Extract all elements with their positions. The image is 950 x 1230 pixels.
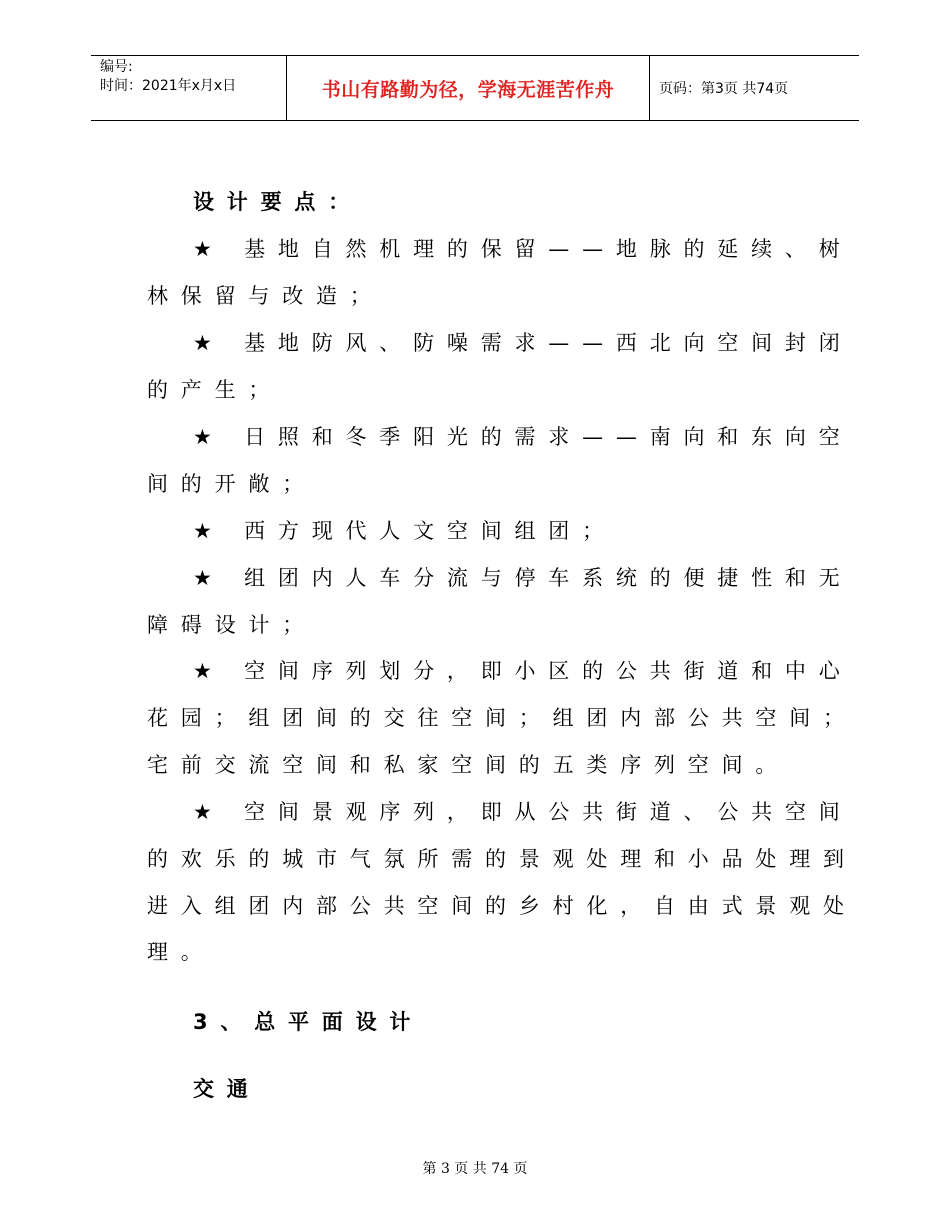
body-line: ★ 日照和冬季阳光的需求——南向和东向空 xyxy=(193,425,853,449)
body-line: ★ 空间景观序列，即从公共街道、公共空间 xyxy=(193,800,853,824)
body-line: 的产生； xyxy=(147,378,283,402)
body-line: 林保留与改造； xyxy=(147,284,384,308)
body-line: 的欢乐的城市气氛所需的景观处理和小品处理到 xyxy=(147,847,857,871)
motto-text: 书山有路勤为径，学海无涯苦作舟 xyxy=(321,78,615,101)
page-footer: 第 3 页 共 74 页 xyxy=(422,1161,528,1177)
time-label: 时间：2021年x月x日 xyxy=(100,78,237,94)
body-line: 理。 xyxy=(147,940,215,964)
number-label: 编号: xyxy=(100,59,133,75)
header-page-cell xyxy=(650,56,859,120)
body-line: ★ 西方现代人文空间组团； xyxy=(193,519,616,543)
body-line: ★ 空间序列划分，即小区的公共街道和中心 xyxy=(193,659,853,683)
page-info: 页码：第3页 共74页 xyxy=(659,81,789,97)
header-meta xyxy=(91,56,286,120)
body-line: ★ 基地防风、防噪需求——西北向空间封闭 xyxy=(193,331,853,355)
sub-heading: 交通 xyxy=(193,1077,261,1101)
body-line: ★ 基地自然机理的保留——地脉的延续、树 xyxy=(193,237,853,261)
body-line: 宅前交流空间和私家空间的五类序列空间。 xyxy=(147,753,790,777)
page-header xyxy=(91,55,859,121)
body-line: 进入组团内部公共空间的乡村化，自由式景观处 xyxy=(147,894,857,918)
body-line: 间的开敞； xyxy=(147,472,316,496)
section-heading: 3、总平面设计 xyxy=(193,1010,424,1034)
design-points-heading: 设计要点： xyxy=(193,190,362,214)
body-line: 花园；组团间的交往空间；组团内部公共空间； xyxy=(147,706,857,730)
header-motto-cell xyxy=(286,56,650,120)
body-line: ★ 组团内人车分流与停车系统的便捷性和无 xyxy=(193,566,853,590)
body-line: 障碍设计； xyxy=(147,613,316,637)
